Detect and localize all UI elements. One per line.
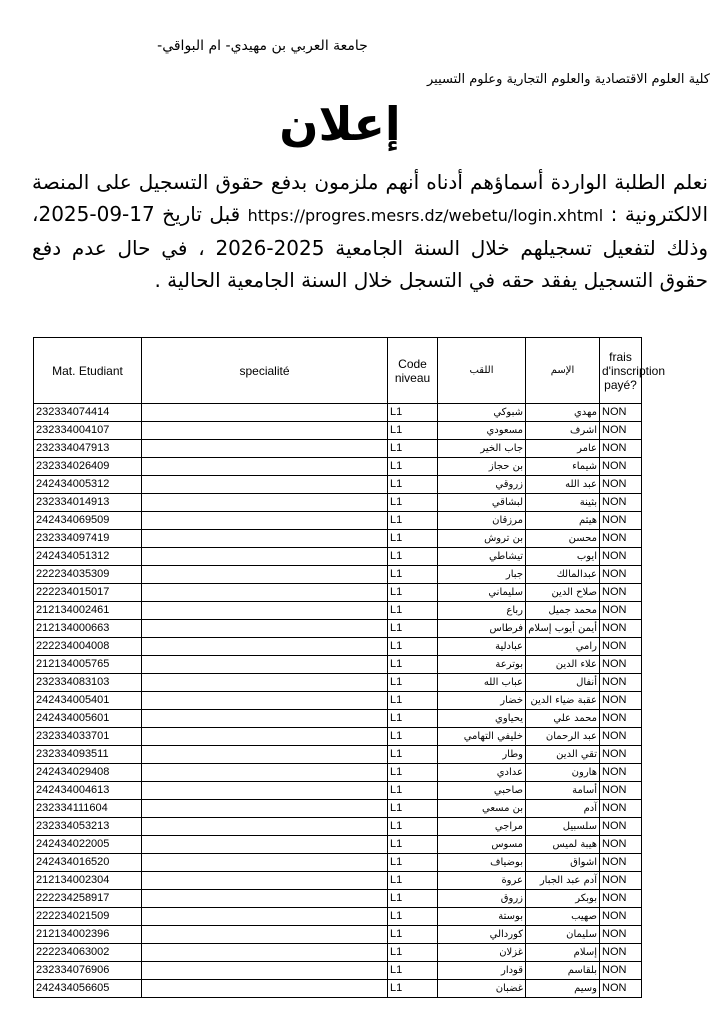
header-nom: اللقب [438, 338, 526, 404]
cell-specialite [142, 710, 388, 728]
cell-specialite [142, 692, 388, 710]
cell-paid: NON [600, 422, 642, 440]
cell-paid: NON [600, 890, 642, 908]
cell-mat: 242434022005 [34, 836, 142, 854]
cell-mat: 212134002461 [34, 602, 142, 620]
cell-code-niveau: L1 [388, 818, 438, 836]
table-row [34, 458, 642, 476]
cell-paid: NON [600, 872, 642, 890]
cell-nom: بوستة [438, 908, 526, 926]
cell-specialite [142, 458, 388, 476]
cell-paid: NON [600, 836, 642, 854]
notice-text-part2: قبل تاريخ 17-09-2025، وذلك لتفعيل تسجيلهم خلال السنة الجامعية 2025-2026 ، في حال عدم دفع حقوق التسجيل يفقد حقه في التسجل خلال السنة الجامعية الحالية . [32, 202, 709, 292]
cell-nom: زروق [438, 890, 526, 908]
cell-paid: NON [600, 566, 642, 584]
cell-prenom: علاء الدين [526, 656, 600, 674]
cell-specialite [142, 584, 388, 602]
cell-prenom: هارون [526, 764, 600, 782]
cell-code-niveau: L1 [388, 674, 438, 692]
cell-mat: 222234063002 [34, 944, 142, 962]
cell-paid: NON [600, 980, 642, 998]
cell-nom: فرطاس [438, 620, 526, 638]
cell-mat: 232334076906 [34, 962, 142, 980]
cell-code-niveau: L1 [388, 494, 438, 512]
cell-nom: غزلان [438, 944, 526, 962]
cell-nom: مسوس [438, 836, 526, 854]
cell-code-niveau: L1 [388, 422, 438, 440]
cell-mat: 232334111604 [34, 800, 142, 818]
cell-code-niveau: L1 [388, 926, 438, 944]
cell-paid: NON [600, 458, 642, 476]
cell-nom: تيشاطي [438, 548, 526, 566]
cell-paid: NON [600, 656, 642, 674]
cell-specialite [142, 980, 388, 998]
cell-code-niveau: L1 [388, 710, 438, 728]
cell-code-niveau: L1 [388, 656, 438, 674]
cell-paid: NON [600, 944, 642, 962]
cell-paid: NON [600, 764, 642, 782]
cell-mat: 242434051312 [34, 548, 142, 566]
cell-paid: NON [600, 494, 642, 512]
cell-prenom: هيثم [526, 512, 600, 530]
platform-link[interactable]: https://progres.mesrs.dz/webetu/login.xhtml [247, 206, 604, 225]
cell-specialite [142, 890, 388, 908]
cell-paid: NON [600, 710, 642, 728]
cell-prenom: آدم عبد الجبار [526, 872, 600, 890]
cell-paid: NON [600, 512, 642, 530]
header-specialite: specialité [142, 338, 388, 404]
cell-prenom: محمد جميل [526, 602, 600, 620]
cell-prenom: عبد الله [526, 476, 600, 494]
cell-nom: خضار [438, 692, 526, 710]
cell-prenom: هيبة لميس [526, 836, 600, 854]
cell-mat: 242434004613 [34, 782, 142, 800]
cell-prenom: عامر [526, 440, 600, 458]
cell-nom: بوضياف [438, 854, 526, 872]
cell-prenom: آدم [526, 800, 600, 818]
cell-specialite [142, 872, 388, 890]
table-row [34, 800, 642, 818]
cell-nom: قودار [438, 962, 526, 980]
cell-code-niveau: L1 [388, 800, 438, 818]
cell-prenom: محمد علي [526, 710, 600, 728]
cell-prenom: عبد الرحمان [526, 728, 600, 746]
table-row [34, 782, 642, 800]
cell-nom: لبشاقي [438, 494, 526, 512]
cell-nom: صاحبي [438, 782, 526, 800]
cell-nom: بن حجاز [438, 458, 526, 476]
cell-paid: NON [600, 620, 642, 638]
cell-nom: مسعودي [438, 422, 526, 440]
cell-mat: 222234258917 [34, 890, 142, 908]
cell-nom: زروقي [438, 476, 526, 494]
cell-specialite [142, 854, 388, 872]
cell-code-niveau: L1 [388, 566, 438, 584]
table-row [34, 926, 642, 944]
table-row [34, 872, 642, 890]
cell-prenom: بوبكر [526, 890, 600, 908]
cell-code-niveau: L1 [388, 890, 438, 908]
faculty-name: كلية العلوم الاقتصادية والعلوم التجارية وعلوم التسيير [427, 72, 710, 87]
cell-prenom: سليمان [526, 926, 600, 944]
students-table [33, 337, 665, 998]
table-row [34, 440, 642, 458]
cell-nom: عروة [438, 872, 526, 890]
cell-mat: 242434005312 [34, 476, 142, 494]
cell-prenom: صهيب [526, 908, 600, 926]
cell-paid: NON [600, 782, 642, 800]
header-prenom: الإسم [526, 338, 600, 404]
table-row [34, 692, 642, 710]
cell-nom: سليماني [438, 584, 526, 602]
table-row [34, 512, 642, 530]
cell-code-niveau: L1 [388, 908, 438, 926]
header-code-niveau: Code niveau [388, 338, 438, 404]
cell-paid: NON [600, 674, 642, 692]
table-row [34, 602, 642, 620]
cell-specialite [142, 548, 388, 566]
cell-code-niveau: L1 [388, 530, 438, 548]
cell-mat: 222234004008 [34, 638, 142, 656]
cell-code-niveau: L1 [388, 980, 438, 998]
cell-nom: عدادي [438, 764, 526, 782]
cell-specialite [142, 728, 388, 746]
cell-nom: وطار [438, 746, 526, 764]
cell-mat: 222234015017 [34, 584, 142, 602]
cell-mat: 232334097419 [34, 530, 142, 548]
cell-paid: NON [600, 962, 642, 980]
cell-specialite [142, 962, 388, 980]
cell-nom: عباب الله [438, 674, 526, 692]
cell-paid: NON [600, 800, 642, 818]
cell-specialite [142, 620, 388, 638]
cell-paid: NON [600, 854, 642, 872]
table-row [34, 548, 642, 566]
cell-mat: 232334014913 [34, 494, 142, 512]
cell-code-niveau: L1 [388, 728, 438, 746]
cell-specialite [142, 530, 388, 548]
cell-code-niveau: L1 [388, 746, 438, 764]
table-row [34, 944, 642, 962]
cell-prenom: بلقاسم [526, 962, 600, 980]
cell-specialite [142, 836, 388, 854]
cell-code-niveau: L1 [388, 836, 438, 854]
table-row [34, 908, 642, 926]
cell-prenom: عبدالمالك [526, 566, 600, 584]
cell-prenom: صلاح الدين [526, 584, 600, 602]
table-row [34, 836, 642, 854]
table-row [34, 962, 642, 980]
cell-specialite [142, 746, 388, 764]
cell-specialite [142, 602, 388, 620]
cell-specialite [142, 422, 388, 440]
cell-nom: مرزقان [438, 512, 526, 530]
table-row [34, 638, 642, 656]
cell-specialite [142, 908, 388, 926]
cell-mat: 212134000663 [34, 620, 142, 638]
cell-mat: 242434005601 [34, 710, 142, 728]
cell-paid: NON [600, 404, 642, 422]
cell-mat: 232334053213 [34, 818, 142, 836]
cell-paid: NON [600, 440, 642, 458]
cell-nom: جاب الخير [438, 440, 526, 458]
cell-nom: خليفي التهامي [438, 728, 526, 746]
cell-prenom: إسلام [526, 944, 600, 962]
table-row [34, 494, 642, 512]
table-header-row [34, 338, 642, 404]
cell-code-niveau: L1 [388, 872, 438, 890]
cell-prenom: مهدي [526, 404, 600, 422]
cell-specialite [142, 764, 388, 782]
cell-code-niveau: L1 [388, 512, 438, 530]
cell-code-niveau: L1 [388, 458, 438, 476]
cell-prenom: سلسبيل [526, 818, 600, 836]
cell-specialite [142, 476, 388, 494]
cell-nom: شبوكي [438, 404, 526, 422]
cell-code-niveau: L1 [388, 404, 438, 422]
university-name: جامعة العربي بن مهيدي- ام البواقي- [157, 38, 368, 54]
cell-paid: NON [600, 638, 642, 656]
table-row [34, 476, 642, 494]
cell-prenom: أسامة [526, 782, 600, 800]
cell-mat: 242434056605 [34, 980, 142, 998]
table-row [34, 404, 642, 422]
cell-prenom: ايوب [526, 548, 600, 566]
cell-paid: NON [600, 476, 642, 494]
table-row [34, 890, 642, 908]
cell-prenom: أنفال [526, 674, 600, 692]
table-row [34, 530, 642, 548]
cell-prenom: تقي الدين [526, 746, 600, 764]
cell-paid: NON [600, 908, 642, 926]
table-body [34, 404, 642, 998]
cell-mat: 242434005401 [34, 692, 142, 710]
cell-paid: NON [600, 548, 642, 566]
notice-text-part1: نعلم الطلبة الواردة أسماؤهم أدناه أنهم ملزمون بدفع حقوق التسجيل على المنصة الالكترونية : [32, 170, 708, 226]
cell-mat: 222234035309 [34, 566, 142, 584]
cell-specialite [142, 800, 388, 818]
table-row [34, 584, 642, 602]
cell-nom: جبار [438, 566, 526, 584]
cell-specialite [142, 782, 388, 800]
table-row [34, 764, 642, 782]
table-row [34, 656, 642, 674]
cell-paid: NON [600, 692, 642, 710]
table-row [34, 674, 642, 692]
announcement-title: إعلان [279, 97, 401, 151]
cell-specialite [142, 926, 388, 944]
cell-prenom: رامي [526, 638, 600, 656]
cell-nom: بن تروش [438, 530, 526, 548]
cell-prenom: عقبة ضياء الدين [526, 692, 600, 710]
cell-code-niveau: L1 [388, 854, 438, 872]
cell-prenom: محسن [526, 530, 600, 548]
cell-specialite [142, 656, 388, 674]
cell-code-niveau: L1 [388, 548, 438, 566]
cell-prenom: اشرف [526, 422, 600, 440]
cell-mat: 232334093511 [34, 746, 142, 764]
table-row [34, 566, 642, 584]
table-row [34, 620, 642, 638]
table-row [34, 710, 642, 728]
cell-paid: NON [600, 530, 642, 548]
table-row [34, 422, 642, 440]
cell-mat: 212134005765 [34, 656, 142, 674]
cell-mat: 232334047913 [34, 440, 142, 458]
cell-specialite [142, 566, 388, 584]
cell-paid: NON [600, 584, 642, 602]
cell-mat: 242434029408 [34, 764, 142, 782]
cell-nom: بوترعة [438, 656, 526, 674]
cell-paid: NON [600, 728, 642, 746]
cell-prenom: بثينة [526, 494, 600, 512]
cell-code-niveau: L1 [388, 944, 438, 962]
cell-specialite [142, 674, 388, 692]
cell-paid: NON [600, 602, 642, 620]
header-mat: Mat. Etudiant [34, 338, 142, 404]
cell-mat: 232334033701 [34, 728, 142, 746]
cell-specialite [142, 404, 388, 422]
cell-mat: 242434016520 [34, 854, 142, 872]
cell-prenom: شيماء [526, 458, 600, 476]
cell-specialite [142, 944, 388, 962]
table-row [34, 854, 642, 872]
cell-code-niveau: L1 [388, 764, 438, 782]
cell-paid: NON [600, 818, 642, 836]
cell-code-niveau: L1 [388, 638, 438, 656]
cell-nom: يحياوي [438, 710, 526, 728]
table-row [34, 980, 642, 998]
notice-paragraph [32, 166, 708, 296]
cell-nom: غضبان [438, 980, 526, 998]
cell-specialite [142, 512, 388, 530]
cell-code-niveau: L1 [388, 782, 438, 800]
table-row [34, 728, 642, 746]
cell-prenom: وسيم [526, 980, 600, 998]
cell-code-niveau: L1 [388, 602, 438, 620]
cell-code-niveau: L1 [388, 692, 438, 710]
cell-mat: 232334004107 [34, 422, 142, 440]
cell-code-niveau: L1 [388, 440, 438, 458]
cell-mat: 232334074414 [34, 404, 142, 422]
cell-mat: 212134002396 [34, 926, 142, 944]
cell-nom: بن مسعي [438, 800, 526, 818]
cell-specialite [142, 440, 388, 458]
header-paid: frais d'inscription payé? [600, 338, 642, 404]
cell-nom: كوردالي [438, 926, 526, 944]
cell-mat: 232334026409 [34, 458, 142, 476]
cell-code-niveau: L1 [388, 584, 438, 602]
cell-specialite [142, 638, 388, 656]
cell-code-niveau: L1 [388, 962, 438, 980]
cell-nom: رباع [438, 602, 526, 620]
cell-mat: 242434069509 [34, 512, 142, 530]
cell-mat: 212134002304 [34, 872, 142, 890]
cell-paid: NON [600, 746, 642, 764]
table-row [34, 818, 642, 836]
cell-paid: NON [600, 926, 642, 944]
cell-nom: مراجي [438, 818, 526, 836]
cell-prenom: أيمن أيوب إسلام [526, 620, 600, 638]
cell-mat: 222234021509 [34, 908, 142, 926]
cell-specialite [142, 818, 388, 836]
cell-mat: 232334083103 [34, 674, 142, 692]
cell-nom: عبادلية [438, 638, 526, 656]
cell-specialite [142, 494, 388, 512]
cell-code-niveau: L1 [388, 620, 438, 638]
table-row [34, 746, 642, 764]
cell-prenom: اشواق [526, 854, 600, 872]
cell-code-niveau: L1 [388, 476, 438, 494]
